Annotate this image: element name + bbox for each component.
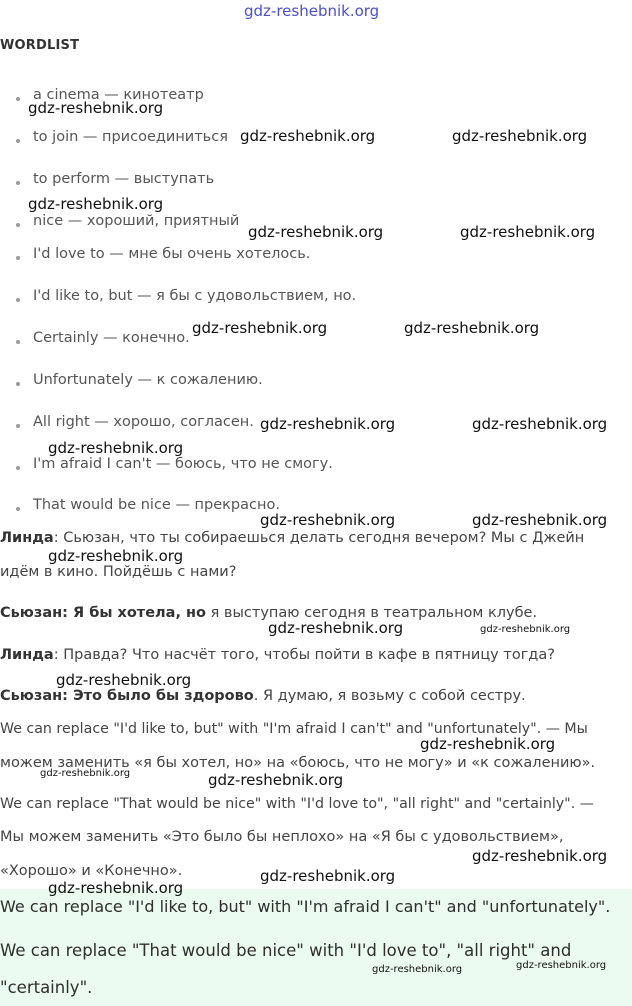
wordlist-item: I'd like to, but — я бы с удовольствием, но. <box>33 288 357 304</box>
watermark: gdz-reshebnik.org <box>480 624 571 635</box>
watermark: gdz-reshebnik.org <box>248 223 384 241</box>
watermark: gdz-reshebnik.org <box>240 127 376 145</box>
watermark: gdz-reshebnik.org <box>452 127 588 145</box>
bullet-icon <box>16 298 20 302</box>
watermark: gdz-reshebnik.org <box>404 319 540 337</box>
watermark: gdz-reshebnik.org <box>372 964 463 975</box>
bullet-icon <box>16 181 20 185</box>
watermark: gdz-reshebnik.org <box>48 547 184 565</box>
watermark: gdz-reshebnik.org <box>260 511 396 529</box>
bullet-icon <box>16 382 20 386</box>
watermark: gdz-reshebnik.org <box>260 415 396 433</box>
answer-line: "certainly". <box>0 978 93 997</box>
wordlist-item: nice — хороший, приятный <box>33 213 240 229</box>
explanation-line: We can replace "That would be nice" with "I'd love to", "all right" and "certainly". — <box>0 796 594 812</box>
watermark: gdz-reshebnik.org <box>40 768 131 779</box>
dialogue-line: Линда: Правда? Что насчёт того, чтобы пойти в кафе в пятницу тогда? <box>0 647 555 663</box>
watermark: gdz-reshebnik.org <box>516 960 607 971</box>
watermark: gdz-reshebnik.org <box>472 847 608 865</box>
bullet-icon <box>16 223 20 227</box>
watermark: gdz-reshebnik.org <box>460 223 596 241</box>
bullet-icon <box>16 340 20 344</box>
answer-line: We can replace "I'd like to, but" with "I'm afraid I can't" and "unfortunately". <box>0 897 611 916</box>
bullet-icon <box>16 424 20 428</box>
bullet-icon <box>16 507 20 511</box>
bullet-icon <box>16 466 20 470</box>
explanation-line: Мы можем заменить «Это было бы неплохо» на «Я бы с удовольствием», <box>0 829 564 845</box>
watermark: gdz-reshebnik.org <box>472 415 608 433</box>
watermark: gdz-reshebnik.org <box>244 2 380 20</box>
wordlist-item: All right — хорошо, согласен. <box>33 414 254 430</box>
watermark: gdz-reshebnik.org <box>28 99 164 117</box>
watermark: gdz-reshebnik.org <box>260 867 396 885</box>
watermark: gdz-reshebnik.org <box>48 879 184 897</box>
explanation-line: можем заменить «я бы хотел, но» на «боюсь, что не могу» и «к сожалению». <box>0 755 596 771</box>
wordlist-item: Unfortunately — к сожалению. <box>33 372 263 388</box>
bullet-icon <box>16 139 20 143</box>
watermark: gdz-reshebnik.org <box>472 511 608 529</box>
explanation-line: «Хорошо» и «Конечно». <box>0 863 183 879</box>
watermark: gdz-reshebnik.org <box>268 619 404 637</box>
wordlist-item: That would be nice — прекрасно. <box>33 497 280 513</box>
dialogue-line: идём в кино. Пойдёшь с нами? <box>0 564 237 580</box>
wordlist-item: a cinema — кинотеатр <box>33 87 204 103</box>
answer-line: We can replace "That would be nice" with "I'd love to", "all right" and <box>0 941 572 960</box>
wordlist-item: I'm afraid I can't — боюсь, что не смогу. <box>33 456 333 472</box>
wordlist-item: to join — присоединиться <box>33 129 228 145</box>
dialogue-line: Сьюзан: Я бы хотела, но я выступаю сегодня в театральном клубе. <box>0 605 538 621</box>
dialogue-line: Линда: Сьюзан, что ты собираешься делать сегодня вечером? Мы с Джейн <box>0 530 585 546</box>
watermark: gdz-reshebnik.org <box>56 671 192 689</box>
watermark: gdz-reshebnik.org <box>28 195 164 213</box>
bullet-icon <box>16 256 20 260</box>
wordlist-item: Certainly — конечно. <box>33 330 190 346</box>
watermark: gdz-reshebnik.org <box>192 319 328 337</box>
bullet-icon <box>16 97 20 101</box>
wordlist-item: to perform — выступать <box>33 171 215 187</box>
dialogue-line: Сьюзан: Это было бы здорово. Я думаю, я возьму с собой сестру. <box>0 688 526 704</box>
explanation-line: We can replace "I'd like to, but" with "I'm afraid I can't" and "unfortunately". — Мы <box>0 721 588 737</box>
watermark: gdz-reshebnik.org <box>420 735 556 753</box>
watermark: gdz-reshebnik.org <box>208 771 344 789</box>
wordlist-title: WORDLIST <box>0 38 80 53</box>
wordlist-item: I'd love to — мне бы очень хотелось. <box>33 246 311 262</box>
watermark: gdz-reshebnik.org <box>48 439 184 457</box>
